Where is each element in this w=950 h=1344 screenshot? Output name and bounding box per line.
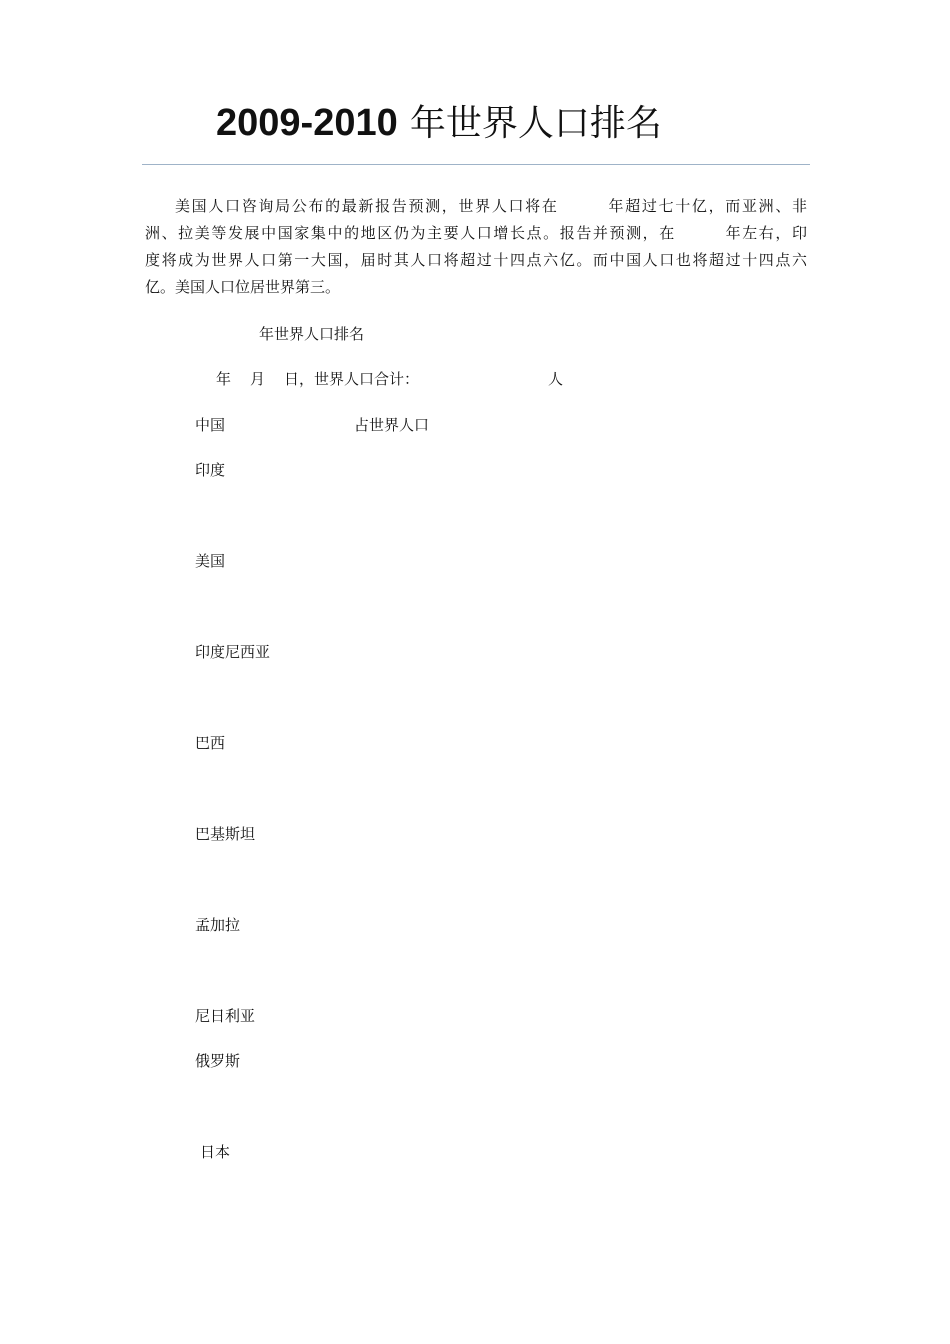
population-unit: 人: [548, 370, 564, 388]
country-name: 巴基斯坦: [195, 825, 256, 843]
intro-paragraph: [145, 193, 807, 301]
country-name: 巴西: [195, 734, 226, 752]
intro-line: 亿。美国人口位居世界第三。: [145, 278, 341, 296]
title-year: 2009-2010: [216, 102, 398, 144]
country-name: 孟加拉: [195, 916, 241, 934]
intro-line: 美国人口咨询局公布的最新报告预测，世界人口将在 年超过七十亿，而亚洲、非: [175, 197, 807, 215]
country-name: 印度尼西亚: [195, 643, 271, 661]
country-name: 中国: [195, 416, 226, 434]
page-title: [216, 98, 662, 148]
country-name: 日本: [200, 1143, 231, 1161]
date-month-label: 月: [250, 370, 266, 388]
country-name: 俄罗斯: [195, 1052, 241, 1070]
country-name: 尼日利亚: [195, 1007, 256, 1025]
intro-line: 洲、拉美等发展中国家集中的地区仍为主要人口增长点。报告并预测，在 年左右，印: [145, 224, 807, 242]
country-name: 印度: [195, 461, 226, 479]
share-label: 占世界人口: [354, 416, 430, 434]
title-divider: [142, 164, 810, 165]
total-population-label: 日，世界人口合计：: [284, 370, 420, 388]
intro-line: 度将成为世界人口第一大国，届时其人口将超过十四点六亿。而中国人口也将超过十四点六: [145, 251, 807, 269]
country-name: 美国: [195, 552, 226, 570]
title-text: 年世界人口排名: [409, 103, 662, 144]
ranking-subtitle: 年世界人口排名: [259, 325, 365, 343]
date-year-label: 年: [216, 370, 232, 388]
